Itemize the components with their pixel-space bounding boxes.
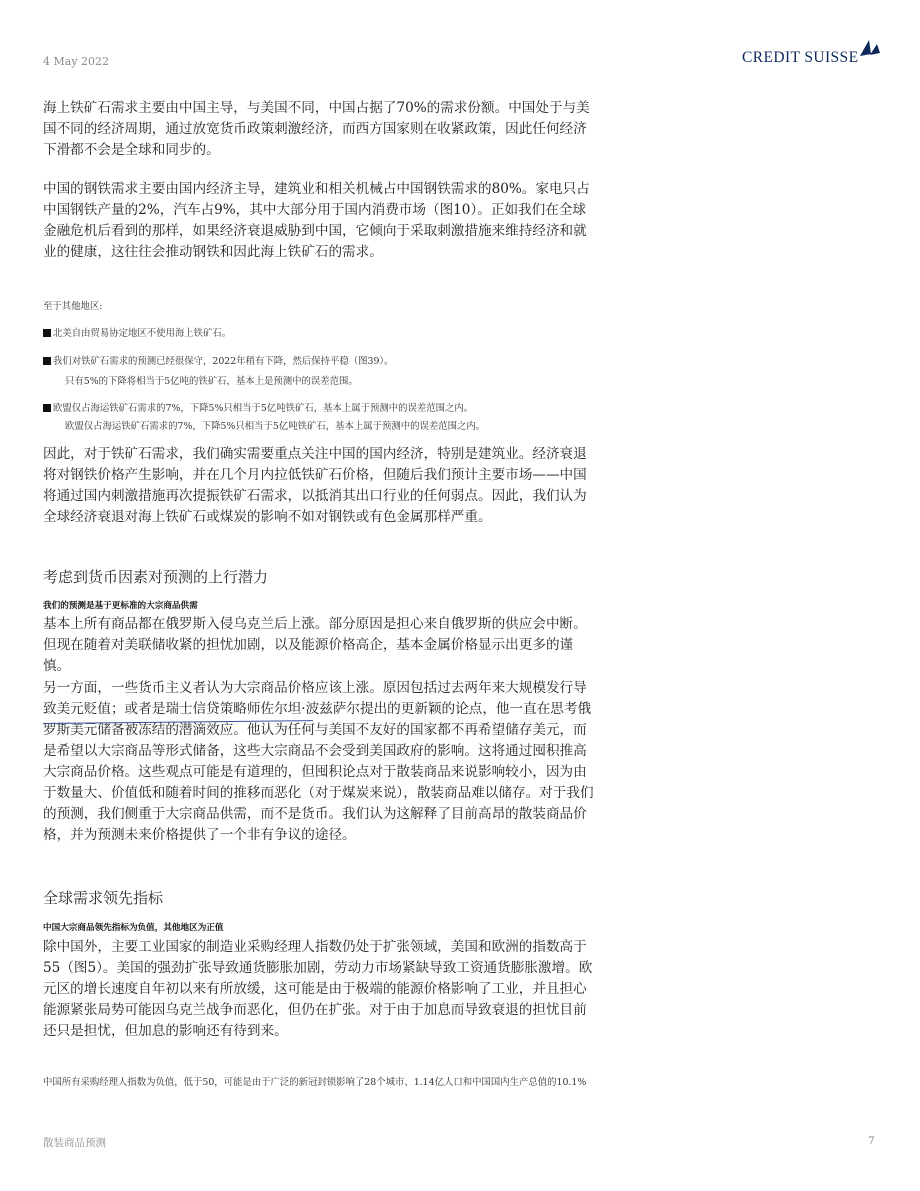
page-number: 7 — [868, 1135, 875, 1147]
section-subheading-supply-demand: 我们的预测是基于更标准的大宗商品供需 — [43, 601, 198, 611]
footer-title: 散装商品预测 — [43, 1137, 106, 1149]
section-subheading-china-negative: 中国大宗商品领先指标为负值，其他地区为正值 — [43, 923, 224, 933]
paragraph-iron-ore-focus: 因此，对于铁矿石需求，我们确实需要重点关注中国的国内经济，特别是建筑业。经济衰退将对钢铁价格产生影响，并在几个月内拉低铁矿石价格，但随后我们预计主要市场——中国将通过国内刺激措施再次提振铁矿石需求，以抵消其出口行业的任何弱点。因此，我们认为全球经济衰退对海上铁矿石或煤炭的影响不如对钢铁或有色金属那样严重。 — [43, 446, 587, 525]
bullet-square-icon — [43, 404, 51, 412]
bullet-eu-text: 欧盟仅占海运铁矿石需求的7%，下降5%只相当于5亿吨铁矿石，基本上属于预测中的误差范围之内。 — [53, 403, 474, 414]
section-heading-currency: 考虑到货币因素对预测的上行潜力 — [43, 568, 269, 586]
paragraph-commodities-rise: 基本上所有商品都在俄罗斯入侵乌克兰后上涨。部分原因是担心来自俄罗斯的供应会中断。但现在随着对美联储收紧的担忧加剧，以及能源价格高企，基本金属价格显示出更多的谨慎。 — [43, 616, 587, 674]
bullet-eu-sub: 欧盟仅占海运铁矿石需求的7%，下降5%只相当于5亿吨铁矿石，基本上属于预测中的误差范围之内。 — [65, 421, 486, 432]
bullet-forecast-sub: 只有5%的下降将相当于5亿吨的铁矿石，基本上是预测中的误差范围。 — [65, 376, 358, 387]
bullet-forecast — [43, 353, 393, 367]
other-regions-intro: 至于其他地区: — [43, 301, 103, 312]
credit-suisse-logo — [742, 36, 882, 68]
note-china-pmi: 中国所有采购经理人指数为负值，低于50，可能是由于广泛的新冠封锁影响了28个城市、1.14亿人口和中国国内生产总值的10.1% — [43, 1077, 587, 1088]
bullet-nafta-text: 北美自由贸易协定地区不使用海上铁矿石。 — [53, 328, 232, 339]
paragraph-steel-demand: 中国的钢铁需求主要由国内经济主导，建筑业和相关机械占中国钢铁需求的80%。家电只占中国钢铁产量的2%，汽车占9%，其中大部分用于国内消费市场（图10）。正如我们在全球金融危机后看到的那样，如果经济衰退威胁到中国，它倾向于采取刺激措施来维持经济和就业的健康，这往往会推动钢铁和因此海上铁矿石的需求。 — [43, 181, 590, 260]
bullet-square-icon — [43, 357, 51, 365]
bullet-forecast-text: 我们对铁矿石需求的预测已经很保守，2022年稍有下降，然后保持平稳（图39）。 — [53, 356, 394, 367]
report-date: 4 May 2022 — [43, 55, 110, 68]
sails-icon — [856, 36, 882, 62]
paragraph-monetarist-view: 另一方面，一些货币主义者认为大宗商品价格应该上涨。原因包括过去两年来大规模发行导致美元贬值；或者是瑞士信贷策略师佐尔坦·波兹萨尔提出的更新颖的论点，他一直在思考俄罗斯美元储备被冻结的潜滴效应。他认为任何与美国不友好的国家都不再希望储存美元，而是希望以大宗商品等形式储备，这些大宗商品不会受到美国政府的影响。这将通过囤积推高大宗商品价格。这些观点可能是有道理的，但囤积论点对于散装商品来说影响较小，因为由于数量大、价值低和随着时间的推移而恶化（对于煤炭来说），散装商品难以储存。对于我们的预测，我们侧重于大宗商品供需，而不是货币。我们认为这解释了目前高昂的散装商品价格，并为预测未来价格提供了一个非有争议的途径。 — [43, 680, 594, 843]
paragraph-china-share: 海上铁矿石需求主要由中国主导，与美国不同，中国占据了70%的需求份额。中国处于与美国不同的经济周期，通过放宽货币政策刺激经济，而西方国家则在收紧政策，因此任何经济下滑都不会是全球和同步的。 — [43, 100, 590, 158]
section-heading-leading-indicators: 全球需求领先指标 — [43, 889, 164, 907]
bullet-square-icon — [43, 329, 51, 337]
paragraph-pmi: 除中国外，主要工业国家的制造业采购经理人指数仍处于扩张领域，美国和欧洲的指数高于55（图5）。美国的强劲扩张导致通货膨胀加剧，劳动力市场紧缺导致工资通货膨胀激增。欧元区的增长速度自年初以来有所放缓，这可能是由于极端的能源价格影响了工业，并且担心能源紧张局势可能因乌克兰战争而恶化，但仍在扩张。对于由于加息而导致衰退的担忧目前还只是担忧，但加息的影响还有待到来。 — [43, 939, 593, 1039]
bullet-nafta — [43, 325, 231, 339]
logo-text: CREDIT SUISSE — [742, 49, 859, 66]
bullet-eu — [43, 400, 473, 414]
